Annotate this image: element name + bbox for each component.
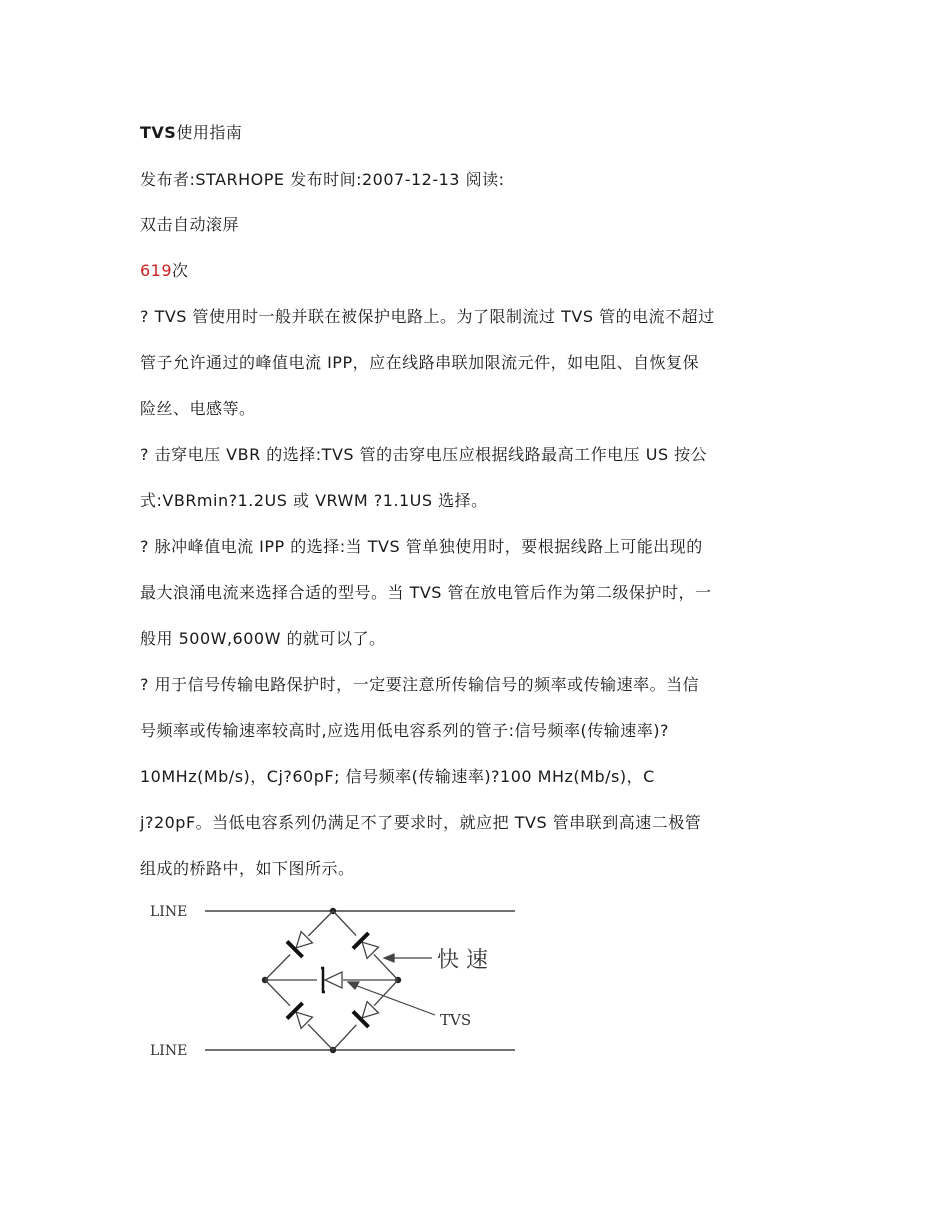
- paragraph-line: 组成的桥路中，如下图所示。: [140, 859, 355, 878]
- scroll-hint[interactable]: 双击自动滚屏: [140, 215, 240, 234]
- paragraph-line: 10MHz(Mb/s)，Cj?60pF; 信号频率(传输速率)?100 MHz(Mb/s)，C: [140, 767, 655, 786]
- paragraph-line: ? TVS 管使用时一般并联在被保护电路上。为了限制流过 TVS 管的电流不超过: [140, 307, 715, 326]
- tvs-bridge-circuit-diagram: [140, 895, 530, 1065]
- paragraph-line: 最大浪涌电流来选择合适的型号。当 TVS 管在放电管后作为第二级保护时，一: [140, 583, 712, 602]
- paragraph-line: 般用 500W,600W 的就可以了。: [140, 629, 386, 648]
- read-count: [140, 258, 189, 281]
- paragraph-line: ? 脉冲峰值电流 IPP 的选择:当 TVS 管单独使用时，要根据线路上可能出现的: [140, 537, 703, 556]
- paragraph-line: 管子允许通过的峰值电流 IPP，应在线路串联加限流元件，如电阻、自恢复保: [140, 353, 700, 372]
- read-count-unit: 次: [172, 261, 189, 280]
- fast-arrow-head: [384, 954, 394, 962]
- paragraph-line: 号频率或传输速率较高时,应选用低电容系列的管子:信号频率(传输速率)?: [140, 721, 669, 740]
- line-bottom-label: LINE: [150, 1043, 188, 1059]
- title-bold: TVS: [140, 123, 177, 142]
- page-title: [140, 120, 242, 143]
- paragraph-line: j?20pF。当低电容系列仍满足不了要求时，就应把 TVS 管串联到高速二极管: [140, 813, 702, 832]
- paragraph-line: ? 用于信号传输电路保护时，一定要注意所传输信号的频率或传输速率。当信: [140, 675, 700, 694]
- tvs-label: TVS: [440, 1011, 472, 1029]
- paragraph-line: ? 击穿电压 VBR 的选择:TVS 管的击穿电压应根据线路最高工作电压 US 按公: [140, 445, 708, 464]
- title-rest: 使用指南: [176, 123, 243, 142]
- tvs-diode: [317, 968, 343, 992]
- meta-line: 发布者:STARHOPE 发布时间:2007-12-13 阅读:: [140, 170, 505, 189]
- paragraph-line: 式:VBRmin?1.2US 或 VRWM ?1.1US 选择。: [140, 491, 488, 510]
- line-top-label: LINE: [150, 904, 188, 920]
- paragraph-line: 险丝、电感等。: [140, 399, 256, 418]
- read-count-value: 619: [140, 261, 173, 280]
- tvs-arrow-head: [348, 982, 359, 989]
- fast-label: 快 速: [437, 948, 488, 973]
